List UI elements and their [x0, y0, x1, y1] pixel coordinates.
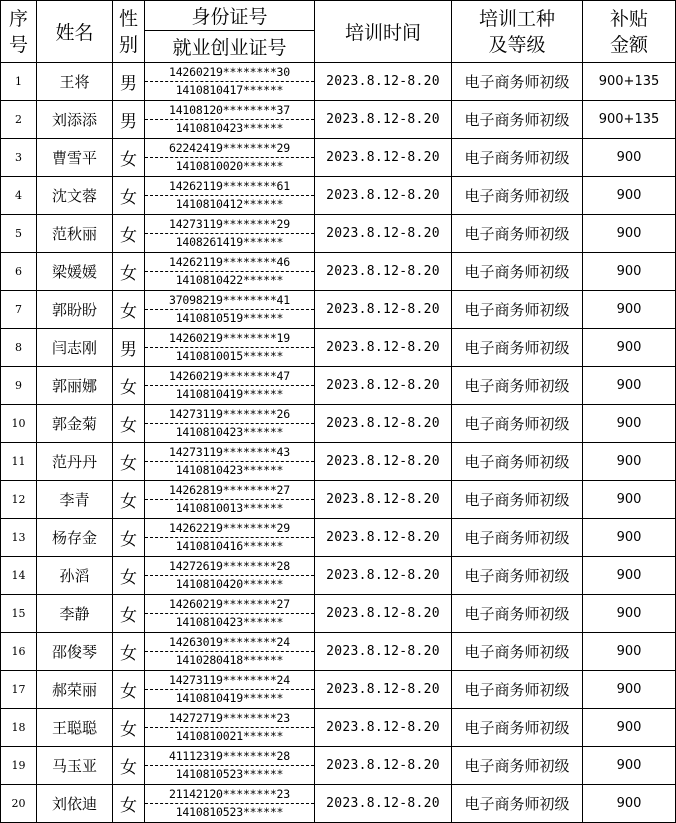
id-card-number: 14262119********61: [145, 178, 314, 196]
training-time: 2023.8.12-8.20: [315, 405, 452, 443]
person-sex: 女: [113, 291, 145, 329]
person-name: 邵俊琴: [37, 633, 113, 671]
subsidy-amount: 900: [583, 139, 676, 177]
person-name: 梁媛媛: [37, 253, 113, 291]
table-row: [1, 215, 676, 253]
table-row: [1, 481, 676, 519]
subsidy-amount: 900: [583, 519, 676, 557]
training-type: 电子商务师初级: [452, 139, 583, 177]
person-sex: 男: [113, 101, 145, 139]
id-cell: [145, 519, 315, 557]
person-name: 郭金菊: [37, 405, 113, 443]
id-cell: [145, 671, 315, 709]
row-number: 2: [1, 101, 37, 139]
subsidy-amount: 900: [583, 177, 676, 215]
employment-card-number: 1410810419******: [175, 387, 284, 401]
id-card-number: 14263019********24: [145, 634, 314, 652]
person-sex: 女: [113, 709, 145, 747]
training-time: 2023.8.12-8.20: [315, 329, 452, 367]
employment-card-number: 1410810519******: [175, 311, 284, 325]
id-cell: [145, 785, 315, 823]
subsidy-amount: 900: [583, 595, 676, 633]
row-number: 10: [1, 405, 37, 443]
header-employment-card: 就业创业证号: [145, 31, 315, 63]
employment-card-number: 1410810015******: [175, 349, 284, 363]
training-type: 电子商务师初级: [452, 557, 583, 595]
table-row: [1, 709, 676, 747]
table-row: [1, 367, 676, 405]
person-name: 郝荣丽: [37, 671, 113, 709]
table-row: [1, 329, 676, 367]
training-type: 电子商务师初级: [452, 785, 583, 823]
table-row: [1, 101, 676, 139]
subsidy-amount: 900: [583, 785, 676, 823]
training-type: 电子商务师初级: [452, 481, 583, 519]
id-card-number: 41112319********28: [145, 748, 314, 766]
training-type: 电子商务师初级: [452, 747, 583, 785]
table-row: [1, 747, 676, 785]
id-card-number: 14262119********46: [145, 254, 314, 272]
table-row: [1, 595, 676, 633]
person-name: 范秋丽: [37, 215, 113, 253]
person-sex: 女: [113, 481, 145, 519]
row-number: 11: [1, 443, 37, 481]
person-sex: 女: [113, 405, 145, 443]
training-type: 电子商务师初级: [452, 671, 583, 709]
training-type: 电子商务师初级: [452, 519, 583, 557]
training-time: 2023.8.12-8.20: [315, 671, 452, 709]
table-row: [1, 63, 676, 101]
id-cell: [145, 215, 315, 253]
training-time: 2023.8.12-8.20: [315, 557, 452, 595]
subsidy-amount: 900: [583, 253, 676, 291]
header-training-type: 培训工种 及等级: [452, 1, 583, 63]
employment-card-number: 1410810423******: [175, 463, 284, 477]
employment-card-number: 1410810021******: [175, 729, 284, 743]
training-time: 2023.8.12-8.20: [315, 481, 452, 519]
person-sex: 男: [113, 329, 145, 367]
id-card-number: 14260219********47: [145, 368, 314, 386]
table-row: [1, 405, 676, 443]
subsidy-amount: 900: [583, 671, 676, 709]
subsidy-amount: 900: [583, 329, 676, 367]
table-row: [1, 671, 676, 709]
person-sex: 女: [113, 367, 145, 405]
row-number: 13: [1, 519, 37, 557]
person-sex: 女: [113, 747, 145, 785]
id-card-number: 14262219********29: [145, 520, 314, 538]
training-type: 电子商务师初级: [452, 215, 583, 253]
training-type: 电子商务师初级: [452, 253, 583, 291]
table-row: [1, 519, 676, 557]
subsidy-amount: 900+135: [583, 101, 676, 139]
training-type: 电子商务师初级: [452, 367, 583, 405]
person-name: 闫志刚: [37, 329, 113, 367]
person-name: 刘添添: [37, 101, 113, 139]
training-type: 电子商务师初级: [452, 177, 583, 215]
id-cell: [145, 139, 315, 177]
table-body: [1, 63, 676, 823]
training-time: 2023.8.12-8.20: [315, 63, 452, 101]
person-sex: 男: [113, 63, 145, 101]
id-cell: [145, 177, 315, 215]
id-cell: [145, 709, 315, 747]
id-cell: [145, 633, 315, 671]
training-time: 2023.8.12-8.20: [315, 595, 452, 633]
employment-card-number: 1410810523******: [175, 767, 284, 781]
training-type: 电子商务师初级: [452, 101, 583, 139]
employment-card-number: 1410810417******: [175, 83, 284, 97]
employment-card-number: 1410810523******: [175, 805, 284, 819]
table-header: [1, 1, 676, 63]
row-number: 3: [1, 139, 37, 177]
id-card-number: 14108120********37: [145, 102, 314, 120]
table-row: [1, 633, 676, 671]
id-cell: [145, 443, 315, 481]
person-name: 王将: [37, 63, 113, 101]
id-cell: [145, 557, 315, 595]
person-name: 杨存金: [37, 519, 113, 557]
id-card-number: 14273119********24: [145, 672, 314, 690]
id-cell: [145, 329, 315, 367]
table-row: [1, 291, 676, 329]
training-type: 电子商务师初级: [452, 291, 583, 329]
row-number: 19: [1, 747, 37, 785]
id-card-number: 14272719********23: [145, 710, 314, 728]
employment-card-number: 1410810419******: [175, 691, 284, 705]
training-type: 电子商务师初级: [452, 329, 583, 367]
id-cell: [145, 63, 315, 101]
person-sex: 女: [113, 785, 145, 823]
header-training-time: 培训时间: [315, 1, 452, 63]
training-type: 电子商务师初级: [452, 595, 583, 633]
person-name: 曹雪平: [37, 139, 113, 177]
id-cell: [145, 291, 315, 329]
row-number: 16: [1, 633, 37, 671]
subsidy-amount: 900+135: [583, 63, 676, 101]
person-sex: 女: [113, 139, 145, 177]
row-number: 1: [1, 63, 37, 101]
person-name: 孙滔: [37, 557, 113, 595]
person-name: 李青: [37, 481, 113, 519]
row-number: 9: [1, 367, 37, 405]
employment-card-number: 1410810423******: [175, 615, 284, 629]
id-card-number: 14262819********27: [145, 482, 314, 500]
subsidy-amount: 900: [583, 367, 676, 405]
employment-card-number: 1410810423******: [175, 121, 284, 135]
id-cell: [145, 253, 315, 291]
person-name: 郭盼盼: [37, 291, 113, 329]
person-name: 马玉亚: [37, 747, 113, 785]
training-type: 电子商务师初级: [452, 633, 583, 671]
id-card-number: 37098219********41: [145, 292, 314, 310]
header-name: 姓名: [37, 1, 113, 63]
id-cell: [145, 747, 315, 785]
person-sex: 女: [113, 519, 145, 557]
person-name: 沈文蓉: [37, 177, 113, 215]
subsidy-amount: 900: [583, 291, 676, 329]
subsidy-amount: 900: [583, 747, 676, 785]
training-type: 电子商务师初级: [452, 709, 583, 747]
table-row: [1, 139, 676, 177]
training-time: 2023.8.12-8.20: [315, 633, 452, 671]
table-row: [1, 557, 676, 595]
header-subsidy: 补贴 金额: [583, 1, 676, 63]
training-time: 2023.8.12-8.20: [315, 139, 452, 177]
subsidy-amount: 900: [583, 405, 676, 443]
employment-card-number: 1410810020******: [175, 159, 284, 173]
id-card-number: 14260219********27: [145, 596, 314, 614]
training-type: 电子商务师初级: [452, 405, 583, 443]
employment-card-number: 1410810423******: [175, 425, 284, 439]
employment-card-number: 1410280418******: [175, 653, 284, 667]
training-time: 2023.8.12-8.20: [315, 367, 452, 405]
id-card-number: 14273119********26: [145, 406, 314, 424]
row-number: 5: [1, 215, 37, 253]
subsidy-amount: 900: [583, 633, 676, 671]
id-card-number: 14260219********19: [145, 330, 314, 348]
person-sex: 女: [113, 177, 145, 215]
subsidy-amount: 900: [583, 443, 676, 481]
id-card-number: 14260219********30: [145, 64, 314, 82]
person-name: 王聪聪: [37, 709, 113, 747]
row-number: 12: [1, 481, 37, 519]
training-time: 2023.8.12-8.20: [315, 443, 452, 481]
subsidy-amount: 900: [583, 481, 676, 519]
training-time: 2023.8.12-8.20: [315, 177, 452, 215]
row-number: 8: [1, 329, 37, 367]
training-time: 2023.8.12-8.20: [315, 709, 452, 747]
person-sex: 女: [113, 595, 145, 633]
subsidy-amount: 900: [583, 557, 676, 595]
subsidy-amount: 900: [583, 709, 676, 747]
id-cell: [145, 367, 315, 405]
employment-card-number: 1410810412******: [175, 197, 284, 211]
training-type: 电子商务师初级: [452, 443, 583, 481]
training-time: 2023.8.12-8.20: [315, 101, 452, 139]
id-cell: [145, 101, 315, 139]
person-sex: 女: [113, 557, 145, 595]
person-name: 李静: [37, 595, 113, 633]
table-row: [1, 443, 676, 481]
person-name: 郭丽娜: [37, 367, 113, 405]
person-sex: 女: [113, 215, 145, 253]
training-time: 2023.8.12-8.20: [315, 215, 452, 253]
training-time: 2023.8.12-8.20: [315, 785, 452, 823]
header-id-card: 身份证号: [145, 1, 315, 31]
person-sex: 女: [113, 443, 145, 481]
id-cell: [145, 595, 315, 633]
id-card-number: 14272619********28: [145, 558, 314, 576]
person-sex: 女: [113, 253, 145, 291]
employment-card-number: 1410810416******: [175, 539, 284, 553]
row-number: 6: [1, 253, 37, 291]
employment-card-number: 1410810422******: [175, 273, 284, 287]
employment-card-number: 1410810013******: [175, 501, 284, 515]
training-time: 2023.8.12-8.20: [315, 291, 452, 329]
row-number: 20: [1, 785, 37, 823]
training-time: 2023.8.12-8.20: [315, 747, 452, 785]
person-name: 范丹丹: [37, 443, 113, 481]
table-row: [1, 785, 676, 823]
training-type: 电子商务师初级: [452, 63, 583, 101]
id-cell: [145, 405, 315, 443]
row-number: 18: [1, 709, 37, 747]
employment-card-number: 1410810420******: [175, 577, 284, 591]
training-time: 2023.8.12-8.20: [315, 253, 452, 291]
row-number: 4: [1, 177, 37, 215]
header-sex: 性 别: [113, 1, 145, 63]
id-card-number: 62242419********29: [145, 140, 314, 158]
person-sex: 女: [113, 671, 145, 709]
id-card-number: 14273119********29: [145, 216, 314, 234]
id-cell: [145, 481, 315, 519]
training-time: 2023.8.12-8.20: [315, 519, 452, 557]
header-no: 序 号: [1, 1, 37, 63]
person-sex: 女: [113, 633, 145, 671]
id-card-number: 14273119********43: [145, 444, 314, 462]
employment-card-number: 1408261419******: [175, 235, 284, 249]
table-row: [1, 177, 676, 215]
person-name: 刘依迪: [37, 785, 113, 823]
row-number: 15: [1, 595, 37, 633]
row-number: 7: [1, 291, 37, 329]
subsidy-amount: 900: [583, 215, 676, 253]
id-card-number: 21142120********23: [145, 786, 314, 804]
row-number: 17: [1, 671, 37, 709]
row-number: 14: [1, 557, 37, 595]
table-row: [1, 253, 676, 291]
